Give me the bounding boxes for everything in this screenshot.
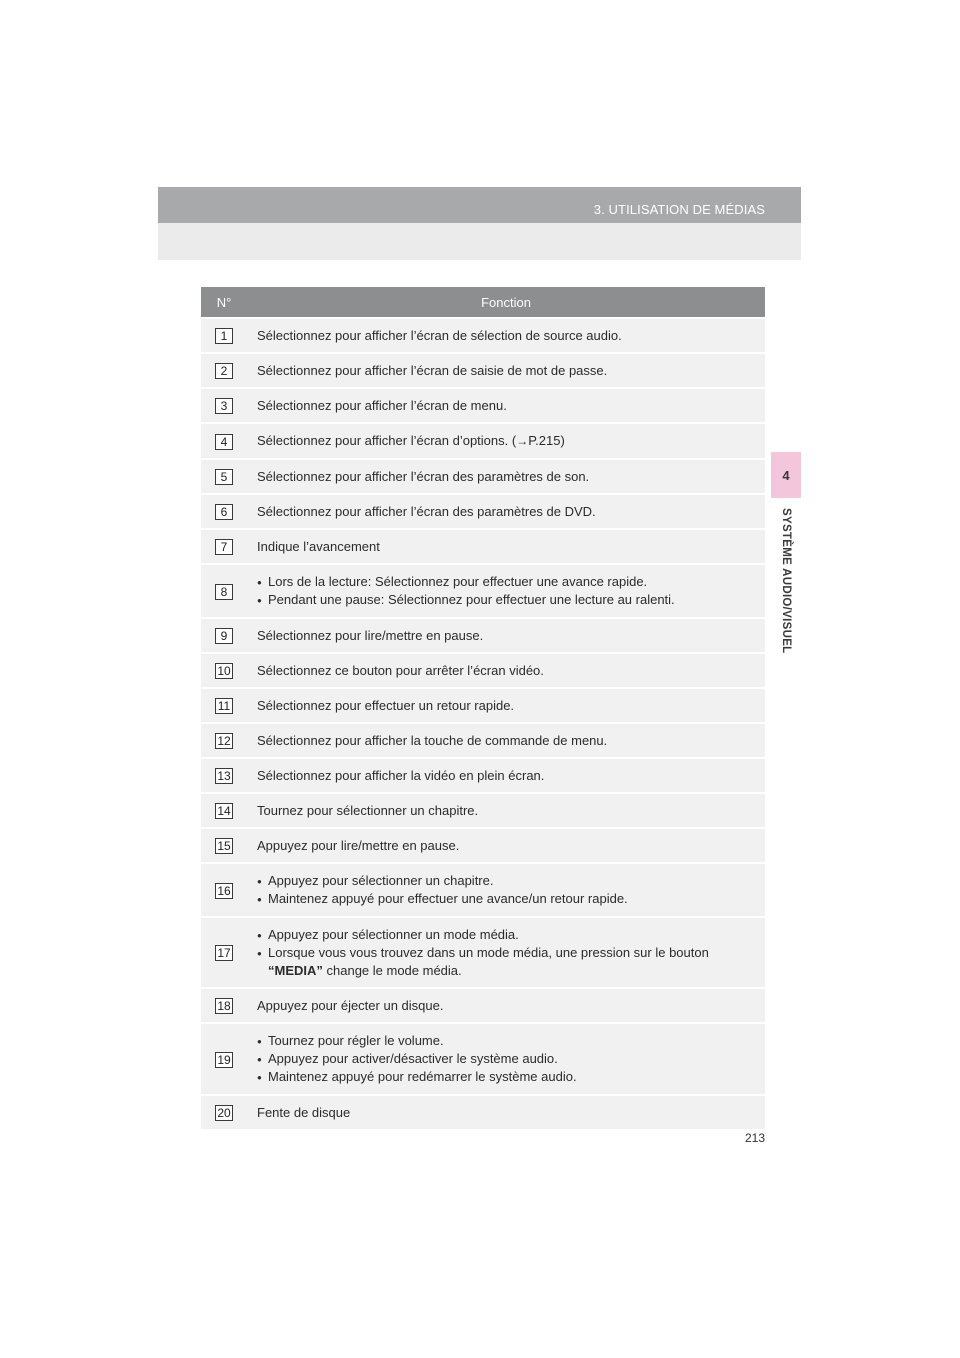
function-text: Tournez pour sélectionner un chapitre. xyxy=(257,803,479,818)
table-row xyxy=(201,564,765,618)
item-number: 19 xyxy=(215,1052,233,1068)
table-row xyxy=(201,723,765,758)
table-row xyxy=(201,988,765,1023)
table-row xyxy=(201,529,765,564)
item-number: 9 xyxy=(215,628,233,644)
table-row xyxy=(201,917,765,988)
table-row xyxy=(201,353,765,388)
bullet-text-end: change le mode média. xyxy=(322,963,462,978)
item-number: 12 xyxy=(215,733,233,749)
table-row xyxy=(201,828,765,863)
table-row xyxy=(201,1095,765,1129)
chapter-label-container xyxy=(771,508,801,678)
function-text: Indique l’avancement xyxy=(257,539,380,554)
table-row xyxy=(201,459,765,494)
item-number: 14 xyxy=(215,803,233,819)
arrow-right-icon: → xyxy=(516,434,529,448)
function-text: Sélectionnez pour afficher l’écran des paramètres de DVD. xyxy=(257,504,596,519)
bullet-text: Lorsque vous vous trouvez dans un mode média, une pression sur le bouton xyxy=(268,945,709,960)
item-number: 15 xyxy=(215,838,233,854)
table-row xyxy=(201,423,765,459)
table-header-row xyxy=(201,287,765,318)
bullet-item: ● Appuyez pour activer/désactiver le système audio. xyxy=(257,1050,757,1068)
table-row xyxy=(201,863,765,917)
function-text: Sélectionnez pour afficher l’écran des paramètres de son. xyxy=(257,469,590,484)
item-number: 5 xyxy=(215,469,233,485)
table-row xyxy=(201,494,765,529)
item-number: 2 xyxy=(215,363,233,379)
section-title: 3. UTILISATION DE MÉDIAS xyxy=(593,202,765,217)
item-number: 6 xyxy=(215,504,233,520)
item-number: 8 xyxy=(215,584,233,600)
item-number: 13 xyxy=(215,768,233,784)
chapter-label: SYSTÈME AUDIO/VISUEL xyxy=(780,508,792,654)
function-text: Fente de disque xyxy=(257,1105,351,1120)
bullet-item: ● Appuyez pour sélectionner un chapitre. xyxy=(257,872,757,890)
chapter-tab xyxy=(771,452,801,498)
bullet-item: ● Pendant une pause: Sélectionnez pour effectuer une lecture au ralenti. xyxy=(257,591,757,609)
header-bar xyxy=(158,187,801,223)
table-row xyxy=(201,688,765,723)
item-number: 4 xyxy=(215,434,233,450)
column-header-function: Fonction xyxy=(247,287,765,318)
bullet-item: ● Tournez pour régler le volume. xyxy=(257,1032,757,1050)
item-number: 17 xyxy=(215,945,233,961)
table-row xyxy=(201,318,765,353)
table-row xyxy=(201,1023,765,1095)
table-row xyxy=(201,388,765,423)
bullet-item: ● Maintenez appuyé pour effectuer une avance/un retour rapide. xyxy=(257,890,757,908)
table-row xyxy=(201,758,765,793)
chapter-number: 4 xyxy=(782,467,790,483)
item-number: 16 xyxy=(215,883,233,899)
function-text: Sélectionnez pour afficher l’écran de menu. xyxy=(257,398,507,413)
function-text: Appuyez pour lire/mettre en pause. xyxy=(257,838,460,853)
function-text: Sélectionnez pour afficher l’écran d’options. ( xyxy=(257,433,517,448)
table-row xyxy=(201,618,765,653)
function-text: Sélectionnez pour afficher l’écran de sélection de source audio. xyxy=(257,328,622,343)
page-number: 213 xyxy=(745,1131,766,1145)
item-number: 20 xyxy=(215,1105,233,1121)
function-table xyxy=(201,287,765,1129)
function-text: Appuyez pour éjecter un disque. xyxy=(257,998,444,1013)
bullet-item: ● Maintenez appuyé pour redémarrer le système audio. xyxy=(257,1068,757,1086)
function-text: Sélectionnez pour afficher l’écran de saisie de mot de passe. xyxy=(257,363,608,378)
bullet-item xyxy=(257,944,757,979)
function-text: Sélectionnez pour afficher la vidéo en plein écran. xyxy=(257,768,545,783)
header-subbar xyxy=(158,223,801,260)
item-number: 18 xyxy=(215,998,233,1014)
table-row xyxy=(201,793,765,828)
function-text: Sélectionnez pour lire/mettre en pause. xyxy=(257,628,484,643)
bullet-item: ● Lors de la lecture: Sélectionnez pour effectuer une avance rapide. xyxy=(257,573,757,591)
table-row xyxy=(201,653,765,688)
function-text: Sélectionnez ce bouton pour arrêter l’écran vidéo. xyxy=(257,663,544,678)
function-text-end: ) xyxy=(560,433,565,448)
function-text: Sélectionnez pour afficher la touche de commande de menu. xyxy=(257,733,608,748)
page-reference-link[interactable]: P.215 xyxy=(528,433,561,448)
bullet-item: ● Appuyez pour sélectionner un mode média. xyxy=(257,926,757,944)
item-number: 7 xyxy=(215,539,233,555)
media-button-label: “MEDIA” xyxy=(268,963,323,978)
column-header-number: N° xyxy=(201,287,247,318)
item-number: 3 xyxy=(215,398,233,414)
function-text: Sélectionnez pour effectuer un retour rapide. xyxy=(257,698,515,713)
item-number: 11 xyxy=(215,698,233,714)
item-number: 10 xyxy=(215,663,233,679)
item-number: 1 xyxy=(215,328,233,344)
